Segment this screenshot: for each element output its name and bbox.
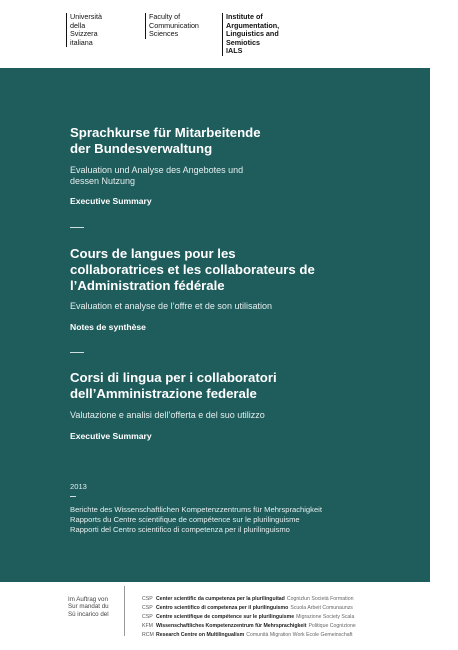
centre-name: Centre scientifique de compétence sur le plurilinguisme: [156, 614, 295, 620]
centre-name: Center scientific da cumpetenza per la plurilinguitad: [156, 596, 285, 602]
subtitle-line: Evaluation et analyse de l’offre et de son utilisation: [70, 301, 272, 311]
mandate-line: Im Auftrag von: [68, 596, 108, 603]
university-line: Svizzera: [70, 29, 98, 39]
faculty-line: Faculty of: [149, 12, 181, 21]
centre-abbr: CSP: [142, 605, 153, 611]
label-italian: Executive Summary: [70, 431, 152, 441]
separator-dash-small: [70, 496, 76, 497]
subtitle-french: [70, 301, 272, 312]
series-line: Rapporti del Centro scientifico di competenza per il plurilinguismo: [70, 525, 290, 534]
title-line: dell’Amministrazione federale: [70, 386, 257, 401]
centre-abbr: KFM: [142, 623, 153, 629]
subtitle-line: Valutazione e analisi dell’offerta e del suo utilizzo: [70, 410, 265, 420]
centre-name: Centro scientifico di competenza per il plurilinguismo: [156, 605, 289, 611]
institute-line: Argumentation,: [226, 20, 280, 30]
university-line: della: [70, 20, 86, 30]
footer: [0, 582, 458, 650]
university-line: italiana: [70, 37, 93, 47]
centre-name: Wissenschaftliches Kompetenzzentrum für Mehrsprachigkeit: [156, 623, 307, 629]
centre-row: [142, 595, 356, 604]
cover-panel: [0, 68, 430, 582]
title-line: Cours de langues pour les: [70, 246, 236, 261]
institute-line: Linguistics and: [226, 29, 279, 39]
title-line: Sprachkurse für Mitarbeitende: [70, 125, 261, 140]
centre-row: [142, 631, 356, 640]
title-line: der Bundesverwaltung: [70, 141, 213, 156]
publication-year: 2013: [70, 482, 87, 491]
title-line: Corsi di lingua per i collaboratori: [70, 370, 277, 385]
institute-label: [222, 13, 279, 56]
label-german: Executive Summary: [70, 196, 152, 206]
subtitle-line: Evaluation und Analyse des Angebotes und: [70, 165, 244, 175]
series-line: Berichte des Wissenschaftlichen Kompetenzzentrums für Mehrsprachigkeit: [70, 505, 322, 514]
mandate-line: Sü incarico del: [68, 610, 109, 618]
centre-row: [142, 604, 356, 613]
institute-line: IALS: [226, 46, 243, 56]
centre-tags: Migrazione Society Scala: [296, 614, 355, 620]
centre-abbr: RCM: [142, 632, 154, 638]
centre-name: Research Centre on Multilingualism: [156, 632, 245, 638]
centre-tags: Comunità Migration Work Ecole Gemeinschaft: [246, 632, 353, 638]
centre-abbr: CSP: [142, 614, 153, 620]
centre-tags: Scuola Arbeit Comunaunzs: [290, 605, 353, 611]
centre-logo-block: [142, 595, 356, 640]
centre-row: [142, 613, 356, 622]
university-logo: [66, 13, 102, 47]
institute-line: Institute of: [226, 12, 263, 21]
separator-dash: [70, 227, 84, 228]
centre-row: [142, 622, 356, 631]
header: [0, 0, 458, 68]
title-line: l’Administration fédérale: [70, 278, 225, 293]
centre-tags: Cognizlun Società Formation: [286, 596, 354, 602]
institute-line: Semiotics: [226, 37, 260, 47]
subtitle-italian: [70, 410, 265, 421]
series-text: [70, 505, 322, 535]
title-german: [70, 125, 261, 157]
subtitle-line: dessen Nutzung: [70, 176, 136, 186]
title-italian: [70, 370, 277, 402]
mandate-line: Sur mandat du: [68, 603, 109, 611]
faculty-line: Communication: [149, 20, 199, 30]
label-french: Notes de synthèse: [70, 322, 146, 332]
title-line: collaboratrices et les collaborateurs de: [70, 262, 315, 277]
title-french: [70, 246, 315, 294]
mandate-label: [68, 596, 109, 618]
university-line: Università: [70, 12, 102, 21]
faculty-line: Sciences: [149, 29, 179, 39]
footer-divider: [124, 586, 125, 636]
centre-abbr: CSP: [142, 596, 153, 602]
subtitle-german: [70, 165, 243, 187]
separator-dash: [70, 352, 84, 353]
faculty-label: [145, 13, 199, 39]
centre-tags: Politique Cognizione: [308, 623, 356, 629]
series-line: Rapports du Centre scientifique de compétence sur le plurilinguisme: [70, 515, 300, 524]
